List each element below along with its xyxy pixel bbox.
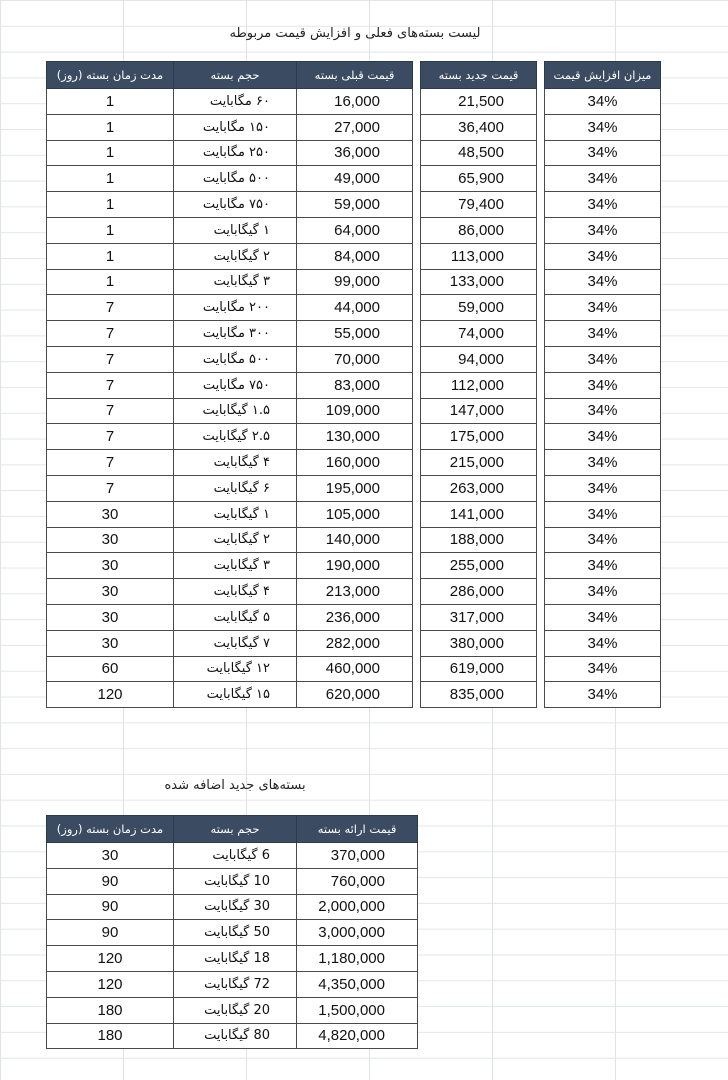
column-gap (413, 579, 421, 605)
column-gap (413, 501, 421, 527)
column-gap (537, 62, 545, 89)
new-price-cell: 835,000 (421, 682, 537, 708)
old-price-cell: 49,000 (297, 166, 413, 192)
column-gap (413, 295, 421, 321)
header-size: حجم بسته (174, 816, 297, 843)
size-cell: ۴ گیگابایت (174, 450, 297, 476)
table-row (47, 166, 661, 192)
size-cell: ۲۵۰ مگابایت (174, 140, 297, 166)
size-cell: ۶ گیگابایت (174, 475, 297, 501)
table-row (47, 997, 418, 1023)
duration-cell: 7 (47, 372, 174, 398)
column-gap (413, 346, 421, 372)
table-row (47, 398, 661, 424)
column-gap (537, 475, 545, 501)
increase-cell: 34% (545, 527, 661, 553)
increase-cell: 34% (545, 140, 661, 166)
new-price-cell: 59,000 (421, 295, 537, 321)
new-price-cell: 215,000 (421, 450, 537, 476)
duration-cell: 7 (47, 321, 174, 347)
column-gap (537, 424, 545, 450)
size-cell: 30 گیگابایت (174, 894, 297, 920)
duration-cell: 1 (47, 140, 174, 166)
new-packages-body (47, 843, 418, 1049)
increase-cell: 34% (545, 346, 661, 372)
old-price-cell: 190,000 (297, 553, 413, 579)
new-price-cell: 188,000 (421, 527, 537, 553)
old-price-cell: 44,000 (297, 295, 413, 321)
table-row (47, 372, 661, 398)
duration-cell: 1 (47, 114, 174, 140)
duration-cell: 7 (47, 424, 174, 450)
column-gap (413, 450, 421, 476)
size-cell: 20 گیگابایت (174, 997, 297, 1023)
old-price-cell: 140,000 (297, 527, 413, 553)
size-cell: ۲.۵ گیگابایت (174, 424, 297, 450)
price-cell: 4,350,000 (297, 971, 418, 997)
table-row (47, 450, 661, 476)
table-row (47, 527, 661, 553)
size-cell: ۲ گیگابایت (174, 243, 297, 269)
column-gap (537, 372, 545, 398)
old-price-cell: 27,000 (297, 114, 413, 140)
duration-cell: 90 (47, 920, 174, 946)
added-table-title: بسته‌های جدید اضافه شده (164, 778, 306, 793)
column-gap (537, 346, 545, 372)
size-cell: ۷۵۰ مگابایت (174, 372, 297, 398)
column-gap (413, 553, 421, 579)
old-price-cell: 84,000 (297, 243, 413, 269)
column-gap (537, 527, 545, 553)
old-price-cell: 83,000 (297, 372, 413, 398)
new-price-cell: 74,000 (421, 321, 537, 347)
new-price-cell: 65,900 (421, 166, 537, 192)
old-price-cell: 620,000 (297, 682, 413, 708)
new-price-cell: 36,400 (421, 114, 537, 140)
column-gap (413, 656, 421, 682)
header-row (47, 816, 418, 843)
table-row (47, 295, 661, 321)
old-price-cell: 195,000 (297, 475, 413, 501)
column-gap (537, 630, 545, 656)
table-row (47, 843, 418, 869)
new-price-cell: 175,000 (421, 424, 537, 450)
price-cell: 370,000 (297, 843, 418, 869)
size-cell: ۵۰۰ مگابایت (174, 166, 297, 192)
increase-cell: 34% (545, 217, 661, 243)
old-price-cell: 213,000 (297, 579, 413, 605)
new-price-cell: 112,000 (421, 372, 537, 398)
increase-cell: 34% (545, 656, 661, 682)
size-cell: ۷ گیگابایت (174, 630, 297, 656)
table-row (47, 946, 418, 972)
new-price-cell: 147,000 (421, 398, 537, 424)
old-price-cell: 460,000 (297, 656, 413, 682)
column-gap (413, 166, 421, 192)
size-cell: ۴ گیگابایت (174, 579, 297, 605)
old-price-cell: 99,000 (297, 269, 413, 295)
size-cell: ۷۵۰ مگابایت (174, 192, 297, 218)
new-price-cell: 113,000 (421, 243, 537, 269)
header-new-price: قیمت جدید بسته (421, 62, 537, 89)
duration-cell: 120 (47, 946, 174, 972)
increase-cell: 34% (545, 321, 661, 347)
duration-cell: 7 (47, 295, 174, 321)
table-row (47, 682, 661, 708)
column-gap (413, 217, 421, 243)
column-gap (537, 217, 545, 243)
table-row (47, 579, 661, 605)
column-gap (413, 192, 421, 218)
increase-cell: 34% (545, 450, 661, 476)
size-cell: 6 گیگابایت (174, 843, 297, 869)
duration-cell: 7 (47, 475, 174, 501)
price-cell: 2,000,000 (297, 894, 418, 920)
duration-cell: 30 (47, 501, 174, 527)
table-row (47, 553, 661, 579)
old-price-cell: 36,000 (297, 140, 413, 166)
column-gap (537, 166, 545, 192)
column-gap (537, 269, 545, 295)
header-size: حجم بسته (174, 62, 297, 89)
column-gap (413, 269, 421, 295)
new-price-cell: 141,000 (421, 501, 537, 527)
duration-cell: 30 (47, 553, 174, 579)
column-gap (413, 114, 421, 140)
column-gap (413, 527, 421, 553)
column-gap (413, 398, 421, 424)
duration-cell: 30 (47, 579, 174, 605)
table-row (47, 321, 661, 347)
duration-cell: 1 (47, 89, 174, 115)
table-row (47, 217, 661, 243)
table-row (47, 475, 661, 501)
old-price-cell: 130,000 (297, 424, 413, 450)
new-price-cell: 317,000 (421, 604, 537, 630)
price-cell: 1,500,000 (297, 997, 418, 1023)
size-cell: ۲۰۰ مگابایت (174, 295, 297, 321)
price-cell: 4,820,000 (297, 1023, 418, 1049)
new-price-cell: 255,000 (421, 553, 537, 579)
column-gap (413, 682, 421, 708)
new-price-cell: 86,000 (421, 217, 537, 243)
size-cell: ۱.۵ گیگابایت (174, 398, 297, 424)
old-price-cell: 64,000 (297, 217, 413, 243)
column-gap (413, 424, 421, 450)
duration-cell: 30 (47, 604, 174, 630)
size-cell: 72 گیگابایت (174, 971, 297, 997)
duration-cell: 120 (47, 971, 174, 997)
increase-cell: 34% (545, 89, 661, 115)
duration-cell: 90 (47, 868, 174, 894)
duration-cell: 1 (47, 192, 174, 218)
size-cell: ۵ گیگابایت (174, 604, 297, 630)
column-gap (413, 62, 421, 89)
increase-cell: 34% (545, 243, 661, 269)
table-row (47, 192, 661, 218)
table-row (47, 604, 661, 630)
column-gap (537, 501, 545, 527)
column-gap (413, 140, 421, 166)
column-gap (413, 89, 421, 115)
new-price-cell: 48,500 (421, 140, 537, 166)
column-gap (537, 243, 545, 269)
duration-cell: 120 (47, 682, 174, 708)
size-cell: ۱۵۰ مگابایت (174, 114, 297, 140)
column-gap (413, 475, 421, 501)
table-row (47, 140, 661, 166)
column-gap (413, 243, 421, 269)
duration-cell: 180 (47, 997, 174, 1023)
table-row (47, 346, 661, 372)
new-price-cell: 21,500 (421, 89, 537, 115)
duration-cell: 90 (47, 894, 174, 920)
old-price-cell: 109,000 (297, 398, 413, 424)
old-price-cell: 105,000 (297, 501, 413, 527)
duration-cell: 7 (47, 450, 174, 476)
table-row (47, 920, 418, 946)
column-gap (537, 114, 545, 140)
column-gap (537, 140, 545, 166)
column-gap (537, 321, 545, 347)
current-packages-table (46, 61, 661, 708)
size-cell: ۵۰۰ مگابایت (174, 346, 297, 372)
column-gap (537, 450, 545, 476)
size-cell: ۲ گیگابایت (174, 527, 297, 553)
size-cell: ۱ گیگابایت (174, 217, 297, 243)
duration-cell: 7 (47, 398, 174, 424)
column-gap (537, 295, 545, 321)
old-price-cell: 59,000 (297, 192, 413, 218)
table-row (47, 114, 661, 140)
duration-cell: 60 (47, 656, 174, 682)
increase-cell: 34% (545, 579, 661, 605)
increase-cell: 34% (545, 166, 661, 192)
increase-cell: 34% (545, 553, 661, 579)
table-row (47, 868, 418, 894)
increase-cell: 34% (545, 682, 661, 708)
duration-cell: 7 (47, 346, 174, 372)
duration-cell: 1 (47, 217, 174, 243)
duration-cell: 1 (47, 243, 174, 269)
new-price-cell: 286,000 (421, 579, 537, 605)
header-duration: مدت زمان بسته (روز) (47, 62, 174, 89)
column-gap (537, 604, 545, 630)
increase-cell: 34% (545, 269, 661, 295)
price-cell: 760,000 (297, 868, 418, 894)
size-cell: ۱ گیگابایت (174, 501, 297, 527)
header-price: قیمت ارائه بسته (297, 816, 418, 843)
increase-cell: 34% (545, 501, 661, 527)
new-price-cell: 79,400 (421, 192, 537, 218)
price-cell: 1,180,000 (297, 946, 418, 972)
increase-cell: 34% (545, 398, 661, 424)
header-row (47, 62, 661, 89)
main-table-title: لیست بسته‌های فعلی و افزایش قیمت مربوطه (229, 26, 481, 41)
size-cell: ۳ گیگابایت (174, 553, 297, 579)
column-gap (413, 630, 421, 656)
column-gap (537, 398, 545, 424)
increase-cell: 34% (545, 630, 661, 656)
table-row (47, 501, 661, 527)
table-row (47, 269, 661, 295)
table-row (47, 894, 418, 920)
table-row (47, 1023, 418, 1049)
old-price-cell: 70,000 (297, 346, 413, 372)
duration-cell: 180 (47, 1023, 174, 1049)
price-cell: 3,000,000 (297, 920, 418, 946)
column-gap (537, 579, 545, 605)
column-gap (537, 682, 545, 708)
new-price-cell: 133,000 (421, 269, 537, 295)
old-price-cell: 236,000 (297, 604, 413, 630)
duration-cell: 1 (47, 269, 174, 295)
duration-cell: 30 (47, 630, 174, 656)
duration-cell: 1 (47, 166, 174, 192)
duration-cell: 30 (47, 843, 174, 869)
increase-cell: 34% (545, 475, 661, 501)
column-gap (413, 604, 421, 630)
current-packages-body (47, 89, 661, 708)
header-duration: مدت زمان بسته (روز) (47, 816, 174, 843)
new-price-cell: 619,000 (421, 656, 537, 682)
size-cell: 80 گیگابایت (174, 1023, 297, 1049)
new-price-cell: 94,000 (421, 346, 537, 372)
duration-cell: 30 (47, 527, 174, 553)
old-price-cell: 55,000 (297, 321, 413, 347)
old-price-cell: 282,000 (297, 630, 413, 656)
column-gap (537, 553, 545, 579)
increase-cell: 34% (545, 424, 661, 450)
size-cell: ۱۲ گیگابایت (174, 656, 297, 682)
table-row (47, 243, 661, 269)
increase-cell: 34% (545, 114, 661, 140)
old-price-cell: 160,000 (297, 450, 413, 476)
column-gap (537, 192, 545, 218)
size-cell: 10 گیگابایت (174, 868, 297, 894)
table-row (47, 89, 661, 115)
size-cell: ۱۵ گیگابایت (174, 682, 297, 708)
increase-cell: 34% (545, 604, 661, 630)
column-gap (413, 321, 421, 347)
new-packages-table (46, 815, 418, 1049)
increase-cell: 34% (545, 192, 661, 218)
column-gap (537, 656, 545, 682)
size-cell: ۳ گیگابایت (174, 269, 297, 295)
column-gap (537, 89, 545, 115)
old-price-cell: 16,000 (297, 89, 413, 115)
size-cell: ۶۰ مگابایت (174, 89, 297, 115)
table-row (47, 630, 661, 656)
new-price-cell: 380,000 (421, 630, 537, 656)
column-gap (413, 372, 421, 398)
table-row (47, 424, 661, 450)
increase-cell: 34% (545, 295, 661, 321)
size-cell: 18 گیگابایت (174, 946, 297, 972)
header-increase: میزان افزایش قیمت (545, 62, 661, 89)
table-row (47, 971, 418, 997)
increase-cell: 34% (545, 372, 661, 398)
size-cell: ۳۰۰ مگابایت (174, 321, 297, 347)
size-cell: 50 گیگابایت (174, 920, 297, 946)
new-price-cell: 263,000 (421, 475, 537, 501)
table-row (47, 656, 661, 682)
header-old-price: قیمت قبلی بسته (297, 62, 413, 89)
